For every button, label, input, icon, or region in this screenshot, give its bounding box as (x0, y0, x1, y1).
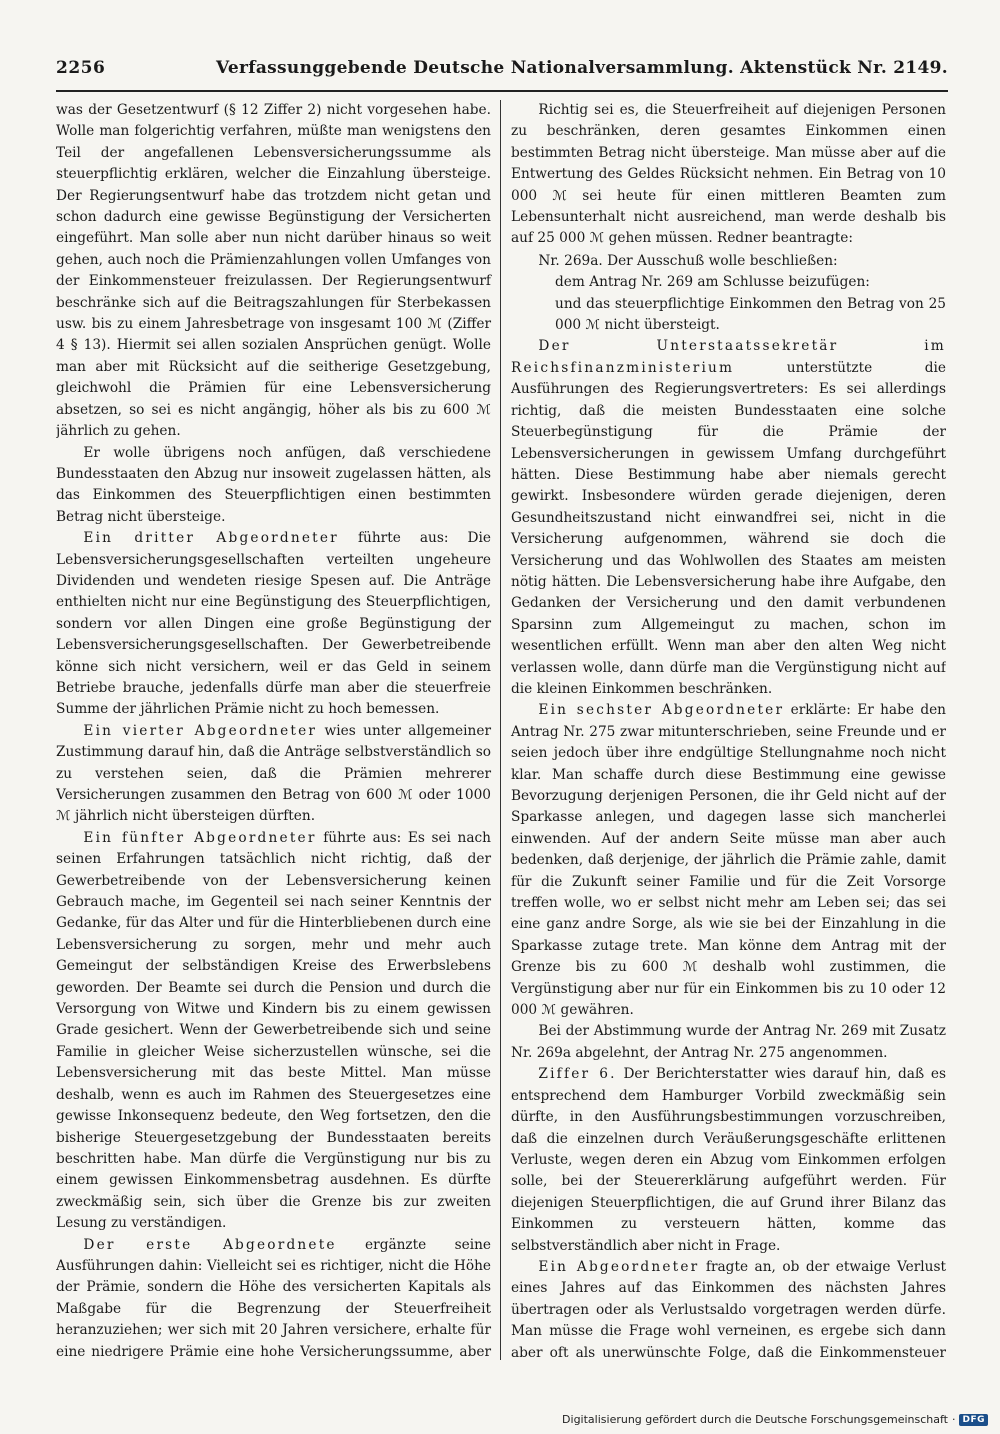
paragraph-text: und das steuerpflichtige Einkommen den Betrag von 25 000 ℳ nicht übersteigt. (555, 295, 946, 334)
paragraph-text: fragte an, ob der etwaige Verlust eines Jahres auf das Einkommen des nächsten Jahres übertragen oder als Verlustsaldo vorgetragen werden dürfe. Man müsse die Frage wohl verneinen, es ergebe sich dann aber oft als unerwünschte Folge, daß die Einkommensteuer (511, 1258, 946, 1360)
paragraph-text: Bei der Abstimmung wurde der Antrag Nr. 269 mit Zusatz Nr. 269a abgelehnt, der Antrag Nr. 275 angenommen. (511, 1023, 946, 1061)
paragraph-text: führte aus: Die Lebensversicherungsgesellschaften verteilten ungeheure Dividenden und wendeten riesige Spesen auf. Die Anträge enthielten nicht nur eine Begünstigung des Steuerpflichtigen, sondern vor allen Dingen eine große Begünstigung der Lebensversicherungsgesellschaften. Der Gewerbetreibende könne sich nicht versichern, weil er das Geld in seinem Betriebe brauche, jedenfalls dürfe man aber die steuerfreie Summe der jährlichen Prämie nicht zu hoch bemessen. (56, 530, 491, 718)
speaker-lead: Der Unterstaatssekretär im Reichsfinanzministerium (511, 338, 946, 376)
paragraph-text: ergänzte seine Ausführungen dahin: Vielleicht sei es richtiger, nicht die Höhe der Prämie, sondern die Höhe des versicherten Kapitals als Maßgabe für die Begrenzung der Steuerfreiheit heranzuziehen; wer sich mit 20 Jahren versichere, erhalte für eine niedrigere Prämie eine hohe Versicherungssumme, aber (56, 1236, 491, 1360)
paragraph-text: unterstützte die Ausführungen des Regierungsvertreters: Es sei allerdings richtig, daß die meisten Bundesstaaten eine solche Steuerbegünstigung für die Prämie der Lebensversicherungen in gewissem Umfang durchgeführt hätten. Diese Bestimmung habe aber niemals gerecht gewirkt. Insbesondere würden gerade diejenigen, deren Gesundheitszustand nicht einwandfrei sei, nicht in die Versicherung aufgenommen, während sie doch die Versicherung und das Wohlwollen des Staates am meisten nötig hätten. Die Lebensversicherung habe ihre Aufgabe, den Gedanken der Versicherung und den damit verbundenen Sparsinn zum Allgemeingut zu machen, schon im wesentlichen erfüllt. Wenn man aber den alten Weg nicht verlassen wolle, dann dürfe man die Vergünstigung nicht auf die kleinen Einkommen beschränken. (511, 359, 946, 697)
speaker-lead: Ein vierter Abgeordneter (83, 722, 318, 739)
paragraph-text: erklärte: Er habe den Antrag Nr. 275 zwar mitunterschrieben, seine Freunde und er seien jedoch über ihre endgültige Stellungnahme noch nicht klar. Man schaffe durch diese Bestimmung eine gewisse Bevorzugung derjenigen Personen, die ihr Geld nicht auf der Sparkasse anlegen, und dagegen lasse sich mancherlei einwenden. Auf der andern Seite müsse man aber auch bedenken, daß derjenige, der jährlich die Prämie zahle, damit für die Zukunft seiner Familie und für die Zeit Vorsorge treffen wolle, wo er selbst nicht mehr am Leben sei; das sei eine ganz andre Sorge, als wie sie bei der Einzahlung in die Sparkasse zutage trete. Man könne dem Antrag mit der Grenze bis zu 600 ℳ deshalb wohl zustimmen, die Vergünstigung aber nur für ein Einkommen bis zu 10 oder 12 000 ℳ gewähren. (511, 702, 946, 1019)
paragraph (511, 336, 946, 700)
right-column (501, 100, 946, 1360)
paragraph (511, 272, 946, 293)
paragraph (56, 528, 491, 721)
paragraph (511, 294, 946, 337)
footer: Digitalisierung gefördert durch die Deutsche Forschungsgemeinschaft · DFG (562, 1413, 988, 1426)
paragraph-text: führte aus: Es sei nach seinen Erfahrungen tatsächlich nicht richtig, daß der Gewerbetreibende von der Lebensversicherung keinen Gebrauch mache, im Gegenteil sei nach seiner Kenntnis der Gedanke, für das Alter und für die Hinterbliebenen durch eine Lebensversicherung zu sorgen, mehr und mehr auch Gemeingut der selbständigen Kreise des Erwerbslebens geworden. Der Beamte sei durch die Pension und durch die Versorgung von Witwe und Kindern bis zu einem gewissen Grade gesichert. Wenn der Gewerbetreibende sich und seine Familie in gleicher Weise sicherzustellen wünsche, sei die Lebensversicherung mit das beste Mittel. Man müsse deshalb, wenn es auch im Rahmen des Steuergesetzes eine gewisse Inkonsequenz bedeute, den Weg fortsetzen, den die bisherige Steuergesetzgebung der Bundesstaaten bereits beschritten habe. Man dürfe die Vergünstigung nur bis zu einem gewissen Einkommensbetrag ausdehnen. Es dürfte zweckmäßig sein, sich über die Grenze bis zur zweiten Lesung zu verständigen. (56, 829, 491, 1232)
paragraph (56, 1235, 491, 1360)
speaker-lead: Ein sechster Abgeordneter (538, 702, 785, 719)
left-column (56, 100, 500, 1360)
paragraph (511, 251, 946, 272)
paragraph-text: Richtig sei es, die Steuerfreiheit auf diejenigen Personen zu beschränken, deren gesamtes Einkommen einen bestimmten Betrag nicht übersteige. Man müsse aber auf die Entwertung des Geldes Rücksicht nehmen. Ein Betrag von 10 000 ℳ sei heute für einen mittleren Beamten zum Lebensunterhalt nicht ausreichend, man werde deshalb bis auf 25 000 ℳ gehen müssen. Redner beantragte: (511, 102, 946, 247)
speaker-lead: Ein Abgeordneter (538, 1258, 700, 1275)
paragraph-text: Er wolle übrigens noch anfügen, daß verschiedene Bundesstaaten den Abzug nur insoweit zugelassen hätten, als das Einkommen des Steuerpflichtigen einen bestimmten Betrag nicht übersteige. (56, 444, 491, 525)
page-header (56, 58, 948, 88)
paragraph (511, 100, 946, 250)
paragraph (511, 1021, 946, 1064)
paragraph (511, 1064, 946, 1257)
paragraph-text: dem Antrag Nr. 269 am Schlusse beizufügen: (555, 274, 870, 291)
paragraph (56, 828, 491, 1235)
text-columns (56, 100, 948, 1360)
paragraph (56, 100, 491, 443)
paragraph (56, 443, 491, 529)
speaker-lead: Der erste Abgeordnete (83, 1236, 337, 1253)
paragraph (56, 721, 491, 828)
speaker-lead: Ein fünfter Abgeordneter (83, 829, 317, 846)
paragraph-text: was der Gesetzentwurf (§ 12 Ziffer 2) nicht vorgesehen habe. Wolle man folgerichtig verfahren, müßte man wenigstens den Teil der angefallenen Lebensversicherungssumme als steuerpflichtig erklären, welcher die Einzahlung übersteige. Der Regierungsentwurf habe das trotzdem nicht getan und schon dadurch eine gewisse Begünstigung der Versicherten eingeführt. Man solle aber nun nicht darüber hinaus so weit gehen, auch noch die Prämienzahlungen vollen Umfanges von der Einkommensteuer freizulassen. Der Regierungsentwurf beschränke sich auf die Beitragszahlungen für Sterbekassen usw. bis zu einem Jahresbetrage von insgesamt 100 ℳ (Ziffer 4 § 13). Hiermit sei allen sozialen Ansprüchen genügt. Wolle man aber mit Rücksicht auf die seitherige Gesetzgebung, gleichwohl die Prämien für eine Lebensversicherung absetzen, so sei es nicht angängig, höher als bis zu 600 ℳ jährlich zu gehen. (56, 102, 491, 440)
paragraph-text: Der Berichterstatter wies darauf hin, daß es entsprechend dem Hamburger Vorbild zweckmäßig sein dürfte, in den Ausführungsbestimmungen vorzuschreiben, daß die einzelnen durch Veräußerungsgeschäfte erlittenen Verluste, wegen deren ein Abzug vom Einkommen erfolgen solle, bei der Steuererklärung aufgeführt werden. Für diejenigen Steuerpflichtigen, die auf Grund ihrer Bilanz das Einkommen zu versteuern hätten, komme das selbstverständlich aber nicht in Frage. (511, 1066, 946, 1254)
header-rule (56, 90, 948, 92)
speaker-lead: Ein dritter Abgeordneter (83, 530, 339, 547)
paragraph-text: Nr. 269a. Der Ausschuß wolle beschließen: (538, 252, 838, 269)
paragraph (511, 1257, 946, 1360)
page (56, 58, 948, 1360)
paragraph-text: wies unter allgemeiner Zustimmung darauf hin, daß die Anträge selbstverständlich so zu verstehen seien, daß die Prämien mehrerer Versicherungen zusammen den Betrag von 600 ℳ oder 1000 ℳ jährlich nicht übersteigen dürften. (56, 722, 491, 825)
page-number: 2256 (56, 58, 106, 78)
paragraph (511, 700, 946, 1021)
speaker-lead: Ziffer 6. (538, 1066, 617, 1083)
dfg-logo-icon: DFG (959, 1414, 988, 1426)
footer-credit: Digitalisierung gefördert durch die Deutsche Forschungsgemeinschaft (562, 1413, 948, 1426)
running-title: Verfassunggebende Deutsche Nationalversammlung. Aktenstück Nr. 2149. (215, 58, 948, 78)
